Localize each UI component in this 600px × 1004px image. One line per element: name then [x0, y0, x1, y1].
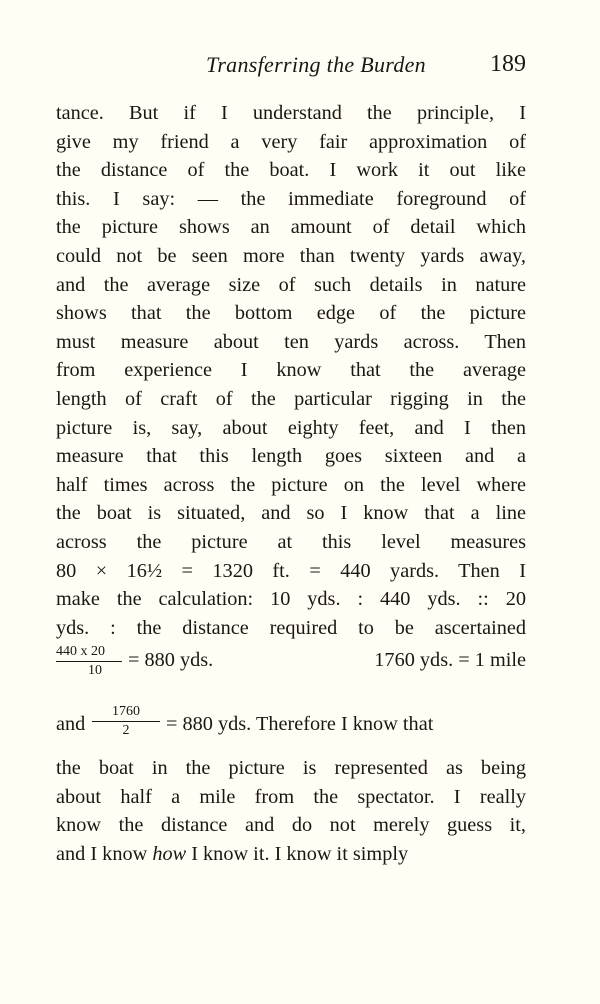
- text-line: from experience I know that the average: [56, 359, 526, 382]
- text-line: must measure about ten yards across. Then: [56, 330, 526, 353]
- fraction-1: [56, 644, 122, 679]
- text-line: could not be seen more than twenty yards away,: [56, 244, 526, 267]
- text-line: about half a mile from the spectator. I really: [56, 785, 526, 808]
- fraction-2: [92, 704, 160, 739]
- final-line-end: I know it. I know it simply: [191, 843, 409, 866]
- text-line: make the calculation: 10 yds. : 440 yds. :: 20: [56, 588, 526, 611]
- text-line: give my friend a very fair approximation of: [56, 130, 526, 153]
- page-number: 189: [490, 51, 526, 77]
- final-line-start: and I know: [56, 843, 148, 866]
- fraction-equation-1: [56, 642, 526, 698]
- text-line: shows that the bottom edge of the picture: [56, 302, 526, 325]
- text-line: this. I say: — the immediate foreground of: [56, 187, 526, 210]
- text-line: tance. But if I understand the principle, I: [56, 102, 526, 124]
- running-title: Transferring the Burden: [206, 52, 426, 77]
- text-line: know the distance and do not merely guess it,: [56, 814, 526, 837]
- text-line: picture is, say, about eighty feet, and I then: [56, 416, 526, 439]
- fraction-numerator: 1760: [112, 704, 140, 720]
- text-line: the picture shows an amount of detail which: [56, 216, 526, 239]
- text-line: measure that this length goes sixteen and a: [56, 445, 526, 468]
- fraction-bar: [92, 721, 160, 722]
- fraction-equation-2: [56, 698, 526, 754]
- text-line: length of craft of the particular rigging in the: [56, 387, 526, 410]
- fraction-denominator: 10: [88, 663, 102, 679]
- equation-result: = 880 yds. Therefore I know that: [166, 713, 434, 736]
- italic-word: how: [152, 843, 187, 866]
- text-line: yds. : the distance required to be ascertained: [56, 616, 526, 639]
- fraction-numerator: 440 x 20: [56, 644, 105, 660]
- text-line: across the picture at this level measures: [56, 530, 526, 553]
- equation-mile: 1760 yds. = 1 mile: [374, 649, 526, 672]
- fraction-denominator: 2: [122, 723, 130, 739]
- equation-prefix: and: [56, 713, 86, 736]
- text-line-final: [56, 840, 526, 869]
- text-line: and the average size of such details in nature: [56, 273, 526, 296]
- equation-result: = 880 yds.: [128, 649, 214, 672]
- text-line: the boat is situated, and so I know that a line: [56, 502, 526, 525]
- fraction-bar: [56, 661, 122, 662]
- text-line: half times across the picture on the level where: [56, 473, 526, 496]
- body-text: [56, 99, 526, 869]
- text-line: 80 × 16½ = 1320 ft. = 440 yards. Then I: [56, 559, 526, 582]
- text-line: the boat in the picture is represented as being: [56, 757, 526, 780]
- page-header: [56, 50, 528, 84]
- text-line: the distance of the boat. I work it out like: [56, 159, 526, 182]
